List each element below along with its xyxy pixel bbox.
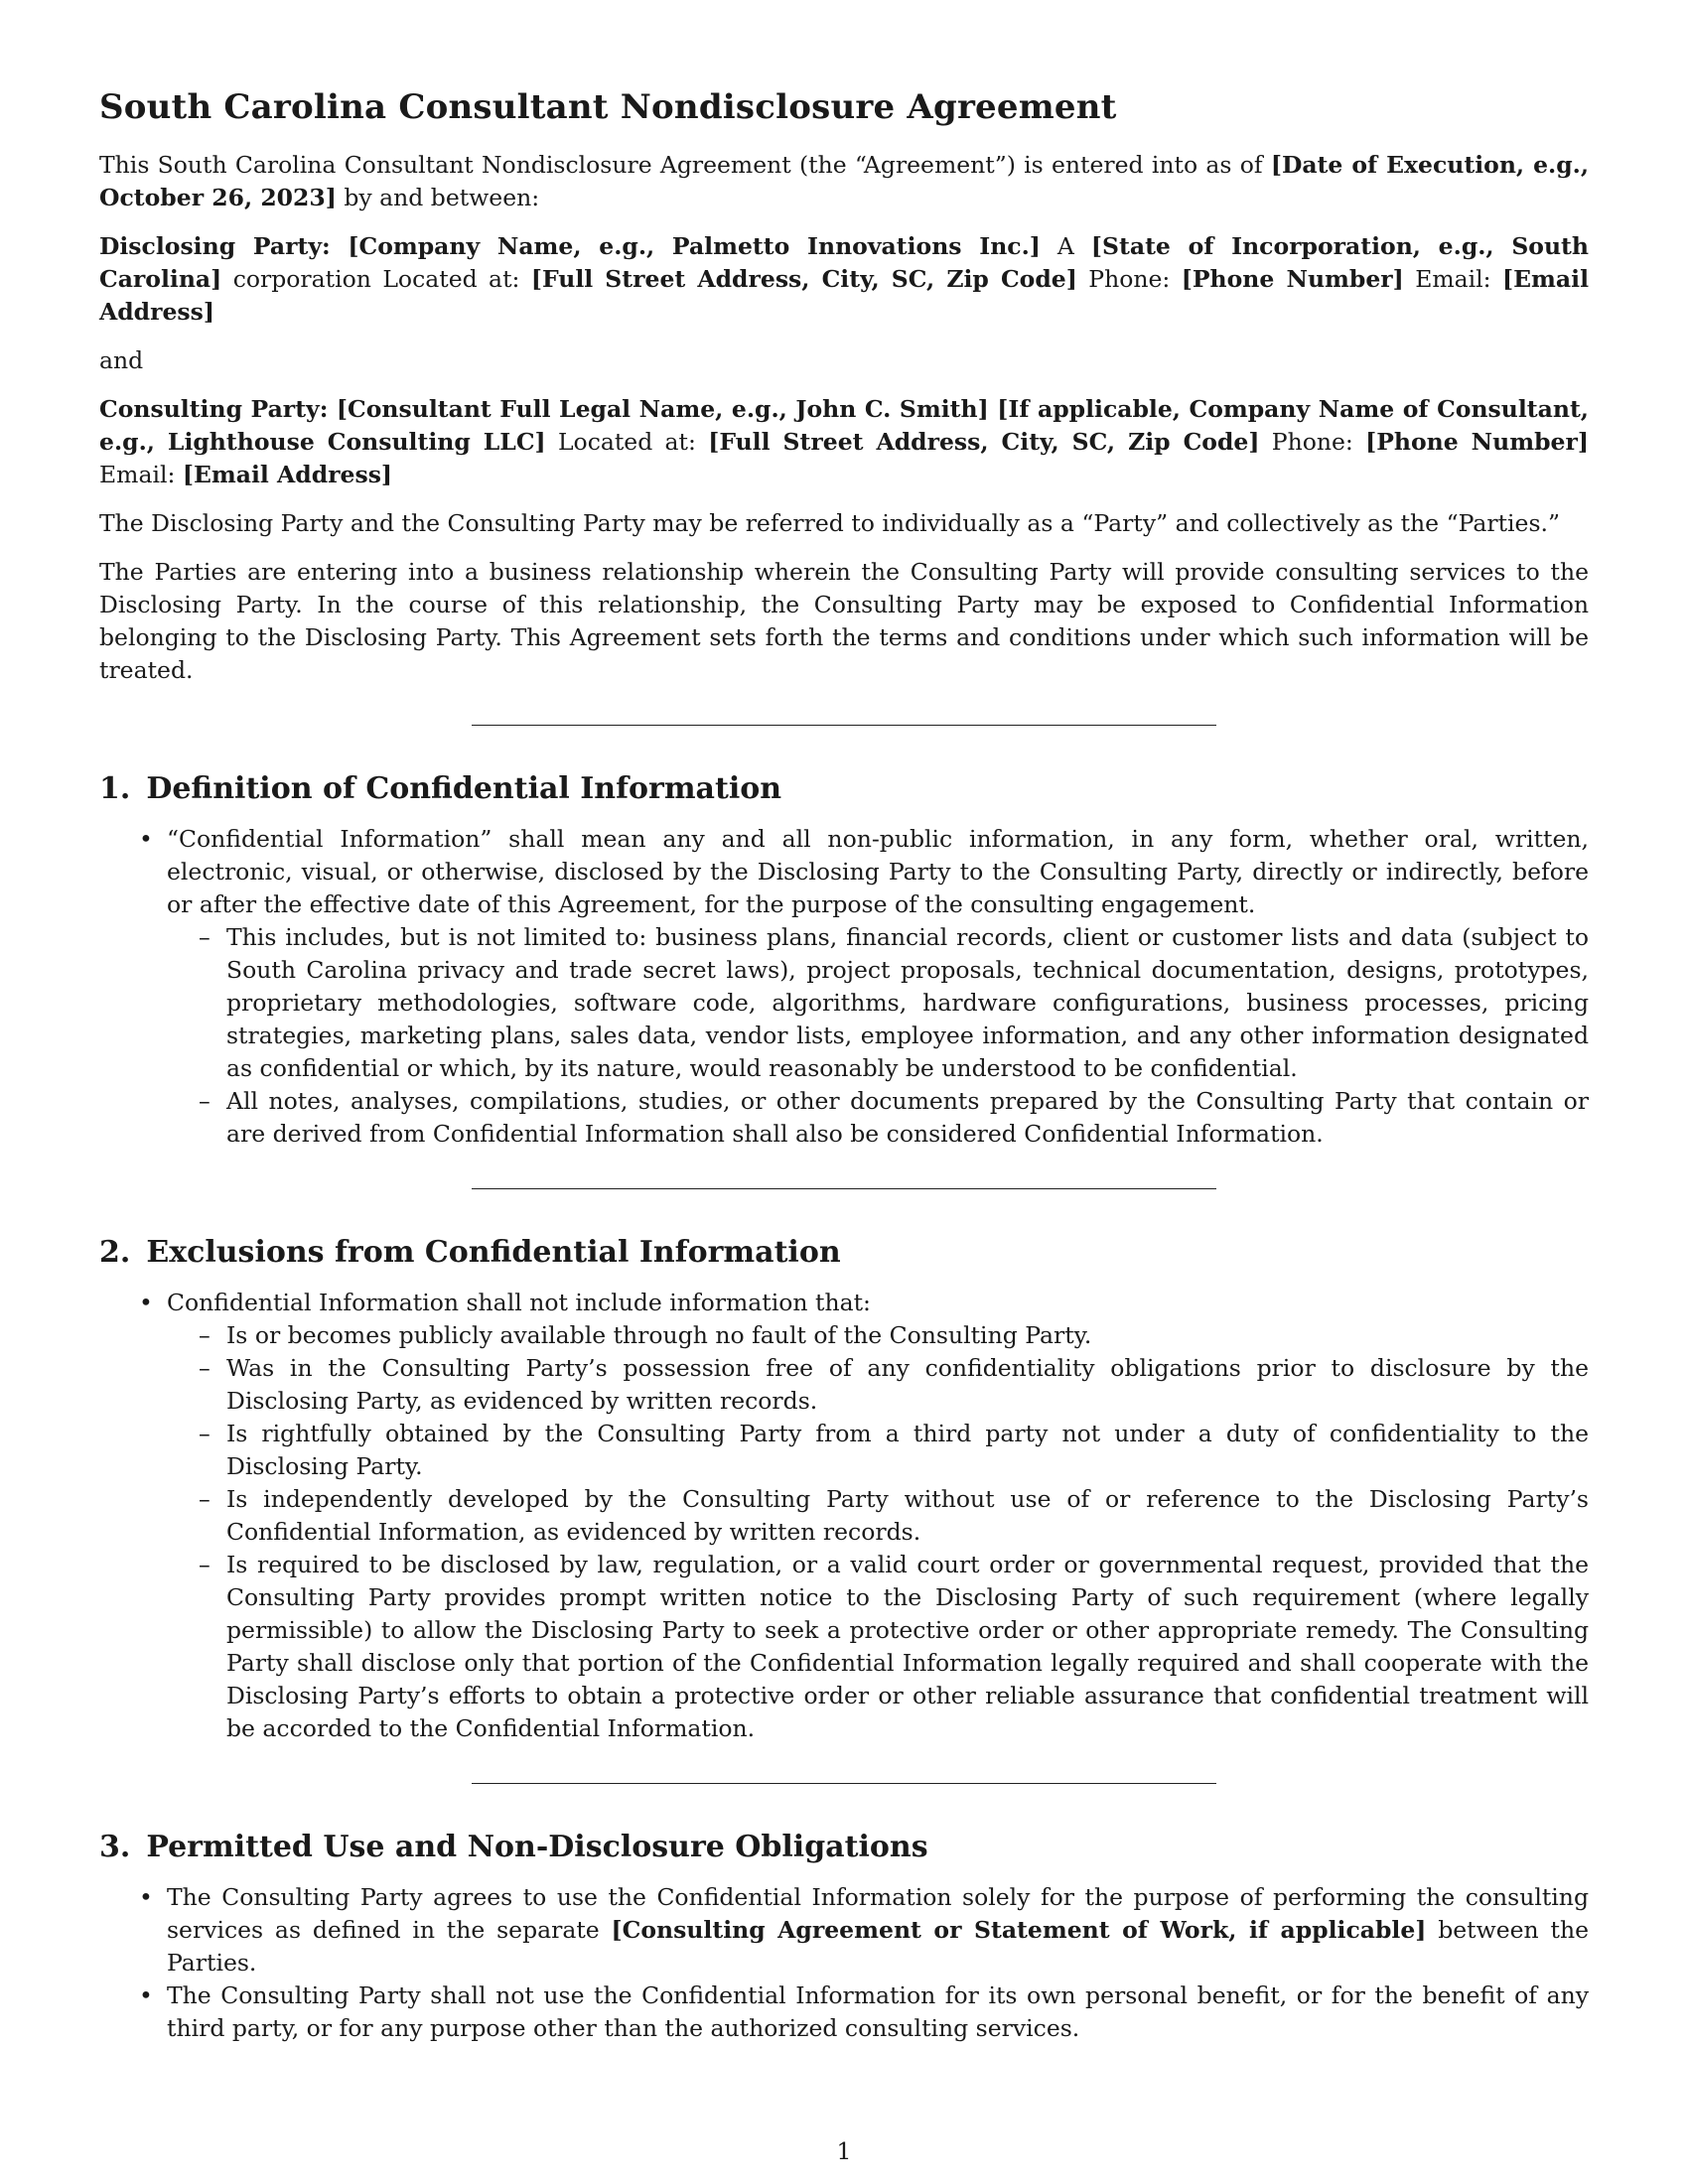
intro-paragraph: [99, 149, 1589, 214]
execution-date-placeholder: [Date of Execution, e.g., October 26, 2023]: [99, 151, 1590, 211]
dash-icon: –: [199, 1420, 211, 1447]
intro-text-2: by and between:: [336, 184, 540, 211]
disclosing-party-name: Disclosing Party: [Company Name, e.g., Palmetto Innovations Inc.]: [99, 232, 1041, 260]
section-number: 3.: [99, 1830, 131, 1864]
bullet-icon: •: [139, 825, 153, 853]
disclosing-party-phone: [Phone Number]: [1181, 265, 1404, 293]
section-title: Permitted Use and Non-Disclosure Obligations: [146, 1830, 928, 1864]
section-1-list: [99, 823, 1589, 1151]
horizontal-rule: [472, 1783, 1216, 1784]
sub-list: [167, 1319, 1589, 1745]
document-page: [99, 85, 1589, 2045]
list-item: [99, 1881, 1589, 1979]
list-item: [99, 823, 1589, 1151]
list-item: [99, 1287, 1589, 1745]
consulting-party-text-1: Located at:: [545, 428, 709, 456]
dash-icon: –: [199, 1087, 211, 1115]
list-item-text-2: between the Parties.: [167, 1916, 1589, 1977]
dash-icon: –: [199, 1354, 211, 1382]
sub-list-item-text: All notes, analyses, compilations, studies, or other documents prepared by the Consulting Party that contain or are derived from Confidential Information shall also be considered Confidential Information.: [226, 1087, 1589, 1148]
sub-list-item: [167, 1352, 1589, 1418]
section-title: Definition of Confidential Information: [146, 771, 782, 806]
section-3-list: [99, 1881, 1589, 2045]
sub-list-item: [167, 1483, 1589, 1549]
dash-icon: –: [199, 1551, 211, 1578]
sub-list-item-text: This includes, but is not limited to: business plans, financial records, client or customer lists and data (subject to South Carolina privacy and trade secret laws), project proposals, technical documentation, designs, prototypes, proprietary methodologies, software code, algorithms, hardware configurations, business processes, pricing strategies, marketing plans, sales data, vendor lists, employee information, and any other information designated as confidential or which, by its nature, would reasonably be understood to be confidential.: [226, 923, 1589, 1082]
disclosing-party-address: [Full Street Address, City, SC, Zip Code]: [530, 265, 1077, 293]
horizontal-rule: [472, 1188, 1216, 1189]
sub-list-item: [167, 1085, 1589, 1151]
sub-list-item-text: Was in the Consulting Party’s possession free of any confidentiality obligations prior to disclosure by the Disclosing Party, as evidenced by written records.: [226, 1354, 1589, 1415]
sub-list-item: [167, 1418, 1589, 1483]
document-title: South Carolina Consultant Nondisclosure Agreement: [99, 87, 1117, 127]
intro-text-1: This South Carolina Consultant Nondisclosure Agreement (the “Agreement”) is entered into as of: [99, 151, 1271, 179]
list-item-text: Confidential Information shall not include information that:: [167, 1289, 871, 1316]
sub-list-item-text: Is independently developed by the Consulting Party without use of or reference to the Disclosing Party’s Confidential Information, as evidenced by written records.: [226, 1485, 1589, 1546]
list-item-text: “Confidential Information” shall mean any and all non-public information, in any form, whether oral, written, electronic, visual, or otherwise, disclosed by the Disclosing Party to the Consulting Party, directly or indirectly, before or after the effective date of this Agreement, for the purpose of the consulting engagement.: [167, 825, 1589, 918]
section-number: 1.: [99, 771, 131, 806]
consulting-party-email: [Email Address]: [182, 461, 393, 488]
section-heading: [99, 769, 1589, 809]
disclosing-party-text-4: Email:: [1403, 265, 1503, 293]
consulting-party-block: [99, 393, 1589, 491]
list-item-text-1: The Consulting Party agrees to use the Confidential Information solely for the purpose of performing the consulting services as defined in the separate: [167, 1883, 1589, 1944]
bullet-icon: •: [139, 1289, 153, 1316]
section-number: 2.: [99, 1235, 131, 1270]
section-2-list: [99, 1287, 1589, 1745]
disclosing-party-state: [State of Incorporation, e.g., South Carolina]: [99, 232, 1589, 293]
consulting-agreement-placeholder: [Consulting Agreement or Statement of Work, if applicable]: [611, 1916, 1427, 1944]
and-separator: and: [99, 346, 144, 374]
dash-icon: –: [199, 923, 211, 951]
bullet-icon: •: [139, 1981, 153, 2009]
disclosing-party-text-2: corporation Located at:: [221, 265, 531, 293]
dash-icon: –: [199, 1321, 211, 1349]
consulting-party-text-2: Phone:: [1259, 428, 1366, 456]
consulting-party-text-3: Email:: [99, 461, 183, 488]
consulting-party-address: [Full Street Address, City, SC, Zip Code]: [708, 428, 1260, 456]
horizontal-rule: [472, 725, 1216, 726]
dash-icon: –: [199, 1485, 211, 1513]
disclosing-party-email: [Email Address]: [99, 265, 1589, 326]
sub-list-item: [167, 1549, 1589, 1745]
sub-list-item: [167, 1319, 1589, 1352]
consulting-party-phone: [Phone Number]: [1365, 428, 1589, 456]
section-title: Exclusions from Confidential Information: [146, 1235, 841, 1270]
page-number: 1: [836, 2137, 852, 2165]
disclosing-party-block: [99, 230, 1589, 329]
sub-list-item: [167, 921, 1589, 1085]
section-heading: [99, 1233, 1589, 1273]
sub-list: [167, 921, 1589, 1151]
sub-list-item-text: Is or becomes publicly available through no fault of the Consulting Party.: [226, 1321, 1092, 1349]
sub-list-item-text: Is rightfully obtained by the Consulting Party from a third party not under a duty of confidentiality to the Disclosing Party.: [226, 1420, 1589, 1480]
list-item-text: The Consulting Party shall not use the Confidential Information for its own personal benefit, or for the benefit of any third party, or for any purpose other than the authorized consulting services.: [167, 1981, 1589, 2042]
sub-list-item-text: Is required to be disclosed by law, regulation, or a valid court order or governmental request, provided that the Consulting Party provides prompt written notice to the Disclosing Party of such requirement (where legally permissible) to allow the Disclosing Party to seek a protective order or other appropriate remedy. The Consulting Party shall disclose only that portion of the Confidential Information legally required and shall cooperate with the Disclosing Party’s efforts to obtain a protective order or other reliable assurance that confidential treatment will be accorded to the Confidential Information.: [226, 1551, 1589, 1742]
relationship-paragraph: The Parties are entering into a business relationship wherein the Consulting Party will provide consulting services to the Disclosing Party. In the course of this relationship, the Consulting Party may be exposed to Confidential Information belonging to the Disclosing Party. This Agreement sets forth the terms and conditions under which such information will be treated.: [99, 558, 1589, 684]
list-item: [99, 1979, 1589, 2045]
parties-paragraph: The Disclosing Party and the Consulting Party may be referred to individually as a “Party” and collectively as the “Parties.”: [99, 509, 1560, 537]
consulting-party-name: Consulting Party: [Consultant Full Legal Name, e.g., John C. Smith] [If applicable, Company Name of Consultant, e.g., Lighthouse Consulting LLC]: [99, 395, 1589, 456]
disclosing-party-text-3: Phone:: [1076, 265, 1182, 293]
bullet-icon: •: [139, 1883, 153, 1911]
section-heading: [99, 1828, 1589, 1867]
disclosing-party-text-1: A: [1040, 232, 1091, 260]
